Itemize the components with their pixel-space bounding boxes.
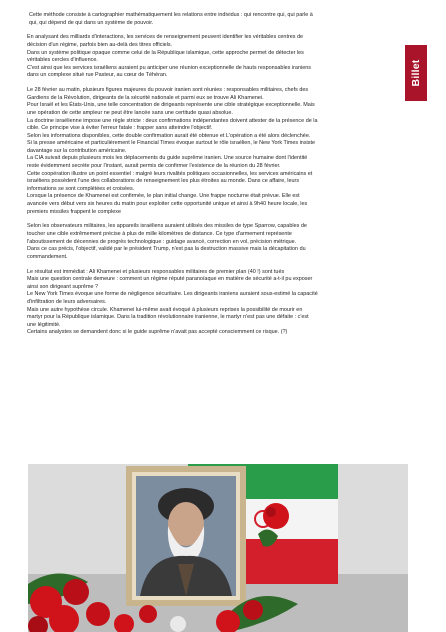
text-line: une légitimité.	[27, 321, 61, 328]
text-line: martyr pour la République islamique. Dans la tradition révolutionnaire iranienne, le martyr n'est pas une défaite : c'est	[27, 314, 309, 321]
text-line: ainsi son dirigeant suprême ?	[27, 283, 99, 290]
text-line: Dans un système politique opaque comme celui de la République islamique, cette approche permet de détecter les	[27, 49, 304, 56]
text-line: Pour Israël et les États-Unis, une telle concentration de dirigeants représente une cible stratégique exceptionnelle. Mais	[27, 102, 315, 109]
section-tab-label: Billet	[410, 59, 422, 87]
text-line: israéliens possèdent l'une des collaborations de renseignement les plus étroites au monde. Dans ce affaire, leurs	[27, 178, 300, 185]
memorial-photo	[28, 464, 408, 632]
text-line: premiers missiles frappent le complexe	[27, 208, 121, 215]
text-line: commandement.	[27, 253, 68, 260]
text-line: Selon les informations disponibles, cette double confirmation aurait été obtenue et L'opération a été alors déclenchée.	[27, 132, 311, 139]
text-line: davantage sur la contribution américaine.	[27, 147, 127, 154]
text-line: Lorsque la présence de Khamenei est confirmée, le plan initial change. Une frappe nocturne était prévue. Elle est	[27, 193, 300, 200]
text-line: En analysant des milliards d'interactions, les services de renseignement peuvent identifier les véritables centres de	[27, 34, 304, 41]
paragraph	[27, 223, 401, 261]
text-line: reste évidemment secrète pour l'instant, aurait permis de confirmer l'existence de la réunion du 28 février.	[27, 163, 281, 170]
portrait-frame	[126, 466, 246, 606]
text-line: C'est ainsi que les services israéliens auraient pu anticiper une réunion exceptionnelle de hauts responsables iraniens	[27, 64, 311, 71]
memorial-photo-illustration	[28, 464, 408, 632]
text-line: l'aboutissement de décennies de progrès technologique : guidage avancé, correction en vol, précision métrique.	[27, 238, 297, 245]
paragraph	[27, 87, 401, 216]
text-line: Le 28 février au matin, plusieurs figures majeures du pouvoir iranien sont réunies : responsables militaires, chefs des	[27, 87, 309, 94]
paragraph	[27, 269, 401, 337]
text-line: informations se sont complétées et croisées.	[27, 185, 135, 192]
text-line: Dans ce cas précis, l'objectif, validé par le président Trump, n'est pas la destruction massive mais la décapitation du	[27, 246, 306, 253]
text-line: La CIA suivait depuis plusieurs mois les déplacements du guide suprême iranien. Une source humaine dont l'identité	[27, 155, 308, 162]
paragraph	[27, 12, 401, 27]
text-line: décision d'un régime, parfois bien au-delà des titres officiels.	[27, 41, 173, 48]
text-line: Si la presse américaine et particulièrement le Financial Times évoque surtout le rôle israélien, le New York Times insiste	[27, 140, 316, 147]
text-line: une opération de cette ampleur ne peut être lancée sans une certitude quasi absolue.	[27, 109, 233, 116]
text-line: Cette méthode consiste à cartographier mathématiquement les relations entre individus : qui rencontre qui, qui parle à	[29, 12, 313, 18]
text-line: qui, qui dépend de qui dans un système de pouvoir.	[29, 19, 154, 26]
text-line: véritables cercles d'influence.	[27, 57, 98, 64]
text-line: Gardiens de la Révolution, dirigeants de la sécurité nationale et parmi eux se trouve Ali Khamenei.	[27, 94, 264, 101]
text-line: Certains analystes se demandent donc si le guide suprême n'avait pas accepté consciemment ce risque. (?)	[27, 329, 288, 336]
text-line: Selon les observateurs militaires, les appareils israéliens auraient utilisés des missiles de type Sparrow, capables de	[27, 223, 307, 230]
text-line: cible. Ce principe vise à éviter l'erreur fatale : frapper sans atteindre l'objectif.	[27, 125, 213, 132]
article-body	[27, 12, 401, 344]
paragraph	[27, 34, 401, 80]
text-line: Mais une question centrale demeure : comment un régime réputé paranoïaque en matière de sécurité a-t-il pu exposer	[27, 276, 313, 283]
text-line: avancée vers début vers six heures du matin pour exploiter cette opportunité unique et ainsi à 9h40 heure locale, les	[27, 201, 308, 208]
text-line: Le New York Times évoque une forme de négligence sécuritaire. Les dirigeants iraniens auraient sous-estimé la capacité	[27, 291, 318, 298]
text-line: d'infiltration de leurs adversaires.	[27, 298, 107, 305]
text-line: Mais une autre hypothèse circule. Khamenei lui-même avait évoqué à plusieurs reprises la possibilité de mourir en	[27, 306, 303, 313]
text-line: Cette coopération illustre un point essentiel : malgré leurs rivalités politiques occasionnelles, les services américains et	[27, 170, 313, 177]
text-line: dans un complexe situé rue Pasteur, au cœur de Téhéran.	[27, 72, 168, 79]
section-tab	[405, 45, 427, 101]
text-line: Le résultat est immédiat : Ali Khamenei et plusieurs responsables militaires de premier plan (40 !) sont tués	[27, 268, 285, 275]
text-line: La doctrine israélienne impose une règle stricte : deux confirmations indépendantes doivent attester de la présence de la	[27, 117, 318, 124]
text-line: toucher une cible extrêmement précise à plus de mille kilomètres de distance. Ce type d'armement représente	[27, 231, 292, 237]
